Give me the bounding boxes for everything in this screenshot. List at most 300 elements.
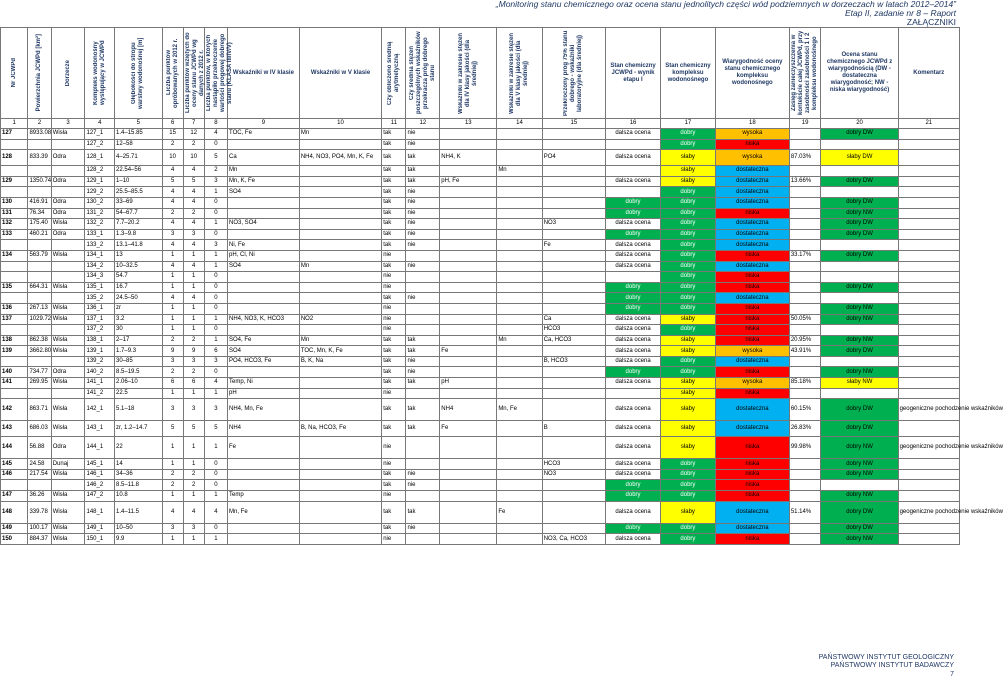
cell-st: dalsza ocena: [606, 240, 661, 251]
cell-nr: 139: [1, 346, 28, 357]
cell-n1: 1: [162, 459, 183, 470]
table-row: [1, 293, 960, 304]
cell-n1: 4: [162, 197, 183, 208]
cell-basin: Odra: [51, 176, 85, 187]
cell-s5: [497, 534, 542, 545]
cell-avg: tak: [382, 187, 406, 198]
cell-iv: SO4: [228, 346, 300, 357]
table-row: [1, 176, 960, 187]
table-row: [1, 523, 960, 534]
cell-v: [299, 523, 381, 534]
cell-p75: [542, 437, 605, 459]
cell-p75: [542, 176, 605, 187]
column-number: 16: [606, 119, 661, 129]
cell-v: [299, 378, 381, 389]
cell-nr: [1, 240, 28, 251]
cell-k: 129_2: [85, 187, 115, 198]
cell-k: 143_1: [85, 421, 115, 437]
cell-iv: [228, 282, 300, 293]
table-row: [1, 219, 960, 230]
cell-n1: 6: [162, 378, 183, 389]
cell-basin: Wisła: [51, 378, 85, 389]
cell-kst: dobry: [660, 303, 715, 314]
cell-n1: 1: [162, 388, 183, 399]
cell-n2: 2: [183, 335, 204, 346]
column-header: [542, 28, 605, 119]
cell-ocena: dobry DW: [821, 129, 898, 140]
cell-n1: 1: [162, 272, 183, 283]
cell-n1: 1: [162, 534, 183, 545]
cell-exceed: nie: [406, 469, 440, 480]
cell-basin: [51, 272, 85, 283]
cell-s4: [440, 272, 497, 283]
cell-n3: 0: [204, 282, 227, 293]
cell-basin: Wisła: [51, 399, 85, 421]
report-stage: Etap II, zadanie nr 8 – Raport: [844, 8, 956, 18]
cell-ocena: dobry DW: [821, 346, 898, 357]
cell-avg: tak: [382, 469, 406, 480]
cell-n2: 10: [183, 150, 204, 166]
cell-depth: 14: [115, 459, 163, 470]
cell-v: NO2: [299, 314, 381, 325]
cell-n3: 4: [204, 129, 227, 140]
cell-st: dobry: [606, 208, 661, 219]
column-number: 3: [51, 119, 85, 129]
cell-wiar: wysoka: [715, 346, 789, 357]
cell-st: [606, 272, 661, 283]
cell-avg: tak: [382, 176, 406, 187]
table-row: [1, 399, 960, 421]
cell-n2: 1: [183, 459, 204, 470]
cell-n3: 1: [204, 491, 227, 502]
cell-exceed: [406, 325, 440, 336]
cell-wiar: dostateczna: [715, 501, 789, 523]
cell-basin: [51, 139, 85, 150]
cell-iv: TOC, Fe: [228, 129, 300, 140]
cell-depth: 24.5–50: [115, 293, 163, 304]
cell-ocena: dobry DW: [821, 399, 898, 421]
cell-exceed: tak: [406, 150, 440, 166]
cell-nr: [1, 293, 28, 304]
cell-zas: 85.18%: [789, 378, 821, 389]
cell-st: dalsza ocena: [606, 219, 661, 230]
cell-st: [606, 139, 661, 150]
table-row: [1, 437, 960, 459]
cell-wiar: dostateczna: [715, 197, 789, 208]
cell-exceed: nie: [406, 261, 440, 272]
cell-kom: [898, 388, 959, 399]
cell-p75: NO3: [542, 219, 605, 230]
cell-zas: [789, 219, 821, 230]
cell-depth: 10.8: [115, 491, 163, 502]
cell-avg: tak: [382, 150, 406, 166]
column-header: [115, 28, 163, 119]
cell-kom: [898, 523, 959, 534]
cell-n2: 2: [183, 480, 204, 491]
cell-n3: 3: [204, 176, 227, 187]
cell-nr: 138: [1, 335, 28, 346]
cell-avg: tak: [382, 335, 406, 346]
cell-wiar: niska: [715, 139, 789, 150]
cell-wiar: wysoka: [715, 378, 789, 389]
cell-n1: 9: [162, 346, 183, 357]
cell-n1: 1: [162, 314, 183, 325]
cell-depth: 1.3–9.8: [115, 229, 163, 240]
column-header: [228, 28, 300, 119]
cell-iv: [228, 480, 300, 491]
column-number: 7: [183, 119, 204, 129]
cell-basin: [51, 388, 85, 399]
cell-iv: [228, 534, 300, 545]
table-row: [1, 197, 960, 208]
cell-exceed: tak: [406, 335, 440, 346]
cell-ocena: dobry NW: [821, 303, 898, 314]
cell-zas: [789, 229, 821, 240]
cell-zas: [789, 459, 821, 470]
cell-avg: tak: [382, 129, 406, 140]
cell-v: B, Na, HCO3, Fe: [299, 421, 381, 437]
cell-iv: [228, 523, 300, 534]
cell-nr: 150: [1, 534, 28, 545]
column-header-label: Czy średnia stężeń poszczególnych wskaźników przekracza próg dobrego stanu: [408, 31, 436, 115]
cell-avg: tak: [382, 240, 406, 251]
cell-st: dobry: [606, 303, 661, 314]
cell-area: 56.88: [28, 437, 51, 459]
cell-nr: [1, 325, 28, 336]
cell-exceed: tak: [406, 378, 440, 389]
cell-kom: geogeniczne pochodzenie wskaźników: [898, 437, 959, 459]
cell-s4: [440, 534, 497, 545]
cell-exceed: [406, 314, 440, 325]
column-header: [183, 28, 204, 119]
cell-s4: [440, 491, 497, 502]
cell-kom: [898, 459, 959, 470]
cell-n2: 4: [183, 240, 204, 251]
cell-iv: NH4: [228, 421, 300, 437]
cell-p75: [542, 139, 605, 150]
cell-iv: Mn, Fe: [228, 501, 300, 523]
cell-k: 135_2: [85, 293, 115, 304]
cell-exceed: nie: [406, 240, 440, 251]
table-row: [1, 421, 960, 437]
cell-area: 1350.74: [28, 176, 51, 187]
cell-k: 128_2: [85, 166, 115, 177]
cell-basin: Wisła: [51, 501, 85, 523]
cell-kst: słaby: [660, 437, 715, 459]
cell-area: [28, 325, 51, 336]
cell-kom: [898, 378, 959, 389]
cell-n2: 1: [183, 388, 204, 399]
column-header-label: Dorzecze: [64, 59, 71, 87]
cell-avg: tak: [382, 219, 406, 230]
cell-v: [299, 229, 381, 240]
cell-exceed: nie: [406, 208, 440, 219]
cell-zas: 87.03%: [789, 150, 821, 166]
cell-depth: 10–50: [115, 523, 163, 534]
cell-wiar: dostateczna: [715, 187, 789, 198]
cell-avg: nie: [382, 282, 406, 293]
cell-k: 138_1: [85, 335, 115, 346]
cell-p75: [542, 399, 605, 421]
cell-wiar: niska: [715, 208, 789, 219]
cell-kst: słaby: [660, 388, 715, 399]
cell-n3: 0: [204, 523, 227, 534]
cell-avg: nie: [382, 437, 406, 459]
cell-depth: 2–17: [115, 335, 163, 346]
cell-k: 128_1: [85, 150, 115, 166]
cell-ocena: [821, 240, 898, 251]
cell-kom: [898, 166, 959, 177]
cell-area: 339.78: [28, 501, 51, 523]
cell-s5: [497, 208, 542, 219]
cell-iv: [228, 303, 300, 314]
cell-depth: 13.1–41.8: [115, 240, 163, 251]
cell-ocena: dobry NW: [821, 459, 898, 470]
cell-v: NH4, NO3, PO4, Mn, K, Fe: [299, 150, 381, 166]
cell-n1: 2: [162, 139, 183, 150]
cell-p75: [542, 293, 605, 304]
cell-v: [299, 166, 381, 177]
cell-basin: Wisła: [51, 534, 85, 545]
cell-iv: [228, 293, 300, 304]
cell-p75: [542, 197, 605, 208]
cell-n2: 3: [183, 399, 204, 421]
cell-n3: 0: [204, 208, 227, 219]
cell-wiar: niska: [715, 272, 789, 283]
cell-s4: [440, 250, 497, 261]
cell-basin: Wisła: [51, 250, 85, 261]
cell-avg: tak: [382, 139, 406, 150]
table-row: [1, 346, 960, 357]
cell-s4: [440, 388, 497, 399]
cell-basin: Wisła: [51, 491, 85, 502]
cell-nr: 147: [1, 491, 28, 502]
cell-s4: [440, 437, 497, 459]
cell-st: dalsza ocena: [606, 378, 661, 389]
cell-kom: [898, 367, 959, 378]
cell-n3: 0: [204, 303, 227, 314]
cell-depth: 10–32.5: [115, 261, 163, 272]
cell-nr: 133: [1, 229, 28, 240]
column-header: [789, 28, 821, 119]
report-title: „Monitoring stanu chemicznego oraz ocena stanu jednolitych części wód podziemnych w dorzeczach w latach 2012–2014”: [495, 0, 956, 9]
cell-zas: 60.15%: [789, 399, 821, 421]
cell-ocena: słaby DW: [821, 150, 898, 166]
table-header: [1, 28, 960, 129]
cell-wiar: niska: [715, 480, 789, 491]
table-row: [1, 139, 960, 150]
cell-ocena: dobry NW: [821, 314, 898, 325]
cell-v: [299, 282, 381, 293]
cell-nr: 134: [1, 250, 28, 261]
cell-n2: 1: [183, 491, 204, 502]
cell-n2: 4: [183, 166, 204, 177]
cell-depth: 8.5–19.5: [115, 367, 163, 378]
cell-v: [299, 480, 381, 491]
cell-exceed: tak: [406, 346, 440, 357]
cell-k: 144_1: [85, 437, 115, 459]
cell-area: 884.37: [28, 534, 51, 545]
cell-area: 1029.72: [28, 314, 51, 325]
cell-area: 460.21: [28, 229, 51, 240]
cell-s5: Fe: [497, 501, 542, 523]
cell-st: dalsza ocena: [606, 335, 661, 346]
cell-k: 142_1: [85, 399, 115, 421]
cell-st: dobry: [606, 523, 661, 534]
cell-k: 130_2: [85, 197, 115, 208]
cell-n2: 4: [183, 187, 204, 198]
cell-avg: nie: [382, 388, 406, 399]
cell-ocena: dobry DW: [821, 501, 898, 523]
cell-p75: [542, 523, 605, 534]
cell-iv: [228, 229, 300, 240]
cell-nr: 127: [1, 129, 28, 140]
cell-s5: [497, 129, 542, 140]
cell-n3: 5: [204, 421, 227, 437]
cell-p75: Fe: [542, 240, 605, 251]
cell-exceed: tak: [406, 421, 440, 437]
table-row: [1, 501, 960, 523]
cell-s5: Mn, Fe: [497, 399, 542, 421]
cell-zas: 20.95%: [789, 335, 821, 346]
cell-depth: 8.5–11.8: [115, 480, 163, 491]
column-header-label: Nr JCWPd: [10, 58, 17, 88]
cell-n1: 10: [162, 150, 183, 166]
cell-s5: [497, 314, 542, 325]
column-number: 5: [115, 119, 163, 129]
cell-st: dalsza ocena: [606, 399, 661, 421]
cell-kst: słaby: [660, 150, 715, 166]
cell-n3: 3: [204, 240, 227, 251]
cell-k: 147_2: [85, 491, 115, 502]
cell-nr: 136: [1, 303, 28, 314]
column-header: [406, 28, 440, 119]
column-number: 8: [204, 119, 227, 129]
cell-p75: PO4: [542, 150, 605, 166]
cell-s4: [440, 187, 497, 198]
cell-avg: tak: [382, 208, 406, 219]
cell-n1: 2: [162, 469, 183, 480]
cell-kst: dobry: [660, 208, 715, 219]
column-header: [85, 28, 115, 119]
cell-p75: NO3: [542, 469, 605, 480]
cell-kom: [898, 421, 959, 437]
cell-nr: 143: [1, 421, 28, 437]
cell-v: [299, 197, 381, 208]
cell-st: dalsza ocena: [606, 314, 661, 325]
cell-n2: 1: [183, 272, 204, 283]
cell-s4: [440, 367, 497, 378]
cell-n3: 5: [204, 150, 227, 166]
table-row: [1, 314, 960, 325]
column-header: [51, 28, 85, 119]
cell-exceed: tak: [406, 399, 440, 421]
cell-area: 100.17: [28, 523, 51, 534]
cell-kom: [898, 346, 959, 357]
table-row: [1, 534, 960, 545]
cell-wiar: dostateczna: [715, 229, 789, 240]
cell-iv: PO4, HCO3, Fe: [228, 356, 300, 367]
cell-depth: zr: [115, 303, 163, 314]
cell-zas: [789, 523, 821, 534]
cell-v: [299, 388, 381, 399]
cell-kst: słaby: [660, 335, 715, 346]
cell-iv: [228, 139, 300, 150]
cell-n3: 1: [204, 187, 227, 198]
cell-kst: dobry: [660, 293, 715, 304]
cell-avg: tak: [382, 480, 406, 491]
table-row: [1, 240, 960, 251]
column-header-label: Liczba punktów wziętych do oceny stanu JCWPd wg danych z 2012 r.: [184, 32, 205, 114]
table-body: [1, 129, 1003, 545]
cell-zas: 50.05%: [789, 314, 821, 325]
cell-st: dobry: [606, 491, 661, 502]
cell-st: dalsza ocena: [606, 356, 661, 367]
cell-s5: Mn: [497, 166, 542, 177]
cell-s4: [440, 480, 497, 491]
cell-exceed: nie: [406, 480, 440, 491]
cell-n3: 0: [204, 272, 227, 283]
cell-area: 686.03: [28, 421, 51, 437]
cell-ocena: [821, 325, 898, 336]
cell-basin: Wisła: [51, 421, 85, 437]
cell-zas: [789, 208, 821, 219]
cell-n2: 1: [183, 250, 204, 261]
cell-n2: 4: [183, 261, 204, 272]
cell-n3: 1: [204, 388, 227, 399]
cell-nr: [1, 166, 28, 177]
cell-n1: 1: [162, 325, 183, 336]
cell-kst: dobry: [660, 534, 715, 545]
cell-kst: dobry: [660, 187, 715, 198]
cell-area: 833.39: [28, 150, 51, 166]
cell-kst: dobry: [660, 219, 715, 230]
cell-nr: [1, 139, 28, 150]
cell-ocena: dobry DW: [821, 523, 898, 534]
cell-basin: Odra: [51, 437, 85, 459]
cell-ocena: [821, 166, 898, 177]
cell-area: 36.26: [28, 491, 51, 502]
cell-kst: dobry: [660, 491, 715, 502]
cell-nr: 135: [1, 282, 28, 293]
cell-basin: Wisła: [51, 335, 85, 346]
cell-kom: [898, 335, 959, 346]
cell-st: dalsza ocena: [606, 261, 661, 272]
cell-s5: [497, 459, 542, 470]
cell-wiar: niska: [715, 388, 789, 399]
cell-v: Mn: [299, 335, 381, 346]
cell-kst: dobry: [660, 367, 715, 378]
cell-iv: Fe: [228, 437, 300, 459]
cell-iv: NH4, Mn, Fe: [228, 399, 300, 421]
cell-n1: 4: [162, 240, 183, 251]
cell-st: dalsza ocena: [606, 534, 661, 545]
cell-n2: 4: [183, 293, 204, 304]
cell-ocena: słaby NW: [821, 378, 898, 389]
cell-s4: [440, 335, 497, 346]
cell-kst: dobry: [660, 282, 715, 293]
cell-area: 76.34: [28, 208, 51, 219]
cell-n1: 3: [162, 399, 183, 421]
cell-avg: nie: [382, 250, 406, 261]
cell-ocena: [821, 187, 898, 198]
cell-v: [299, 437, 381, 459]
cell-st: [606, 166, 661, 177]
cell-wiar: niska: [715, 250, 789, 261]
cell-st: dobry: [606, 367, 661, 378]
cell-avg: nie: [382, 325, 406, 336]
cell-n3: 0: [204, 469, 227, 480]
